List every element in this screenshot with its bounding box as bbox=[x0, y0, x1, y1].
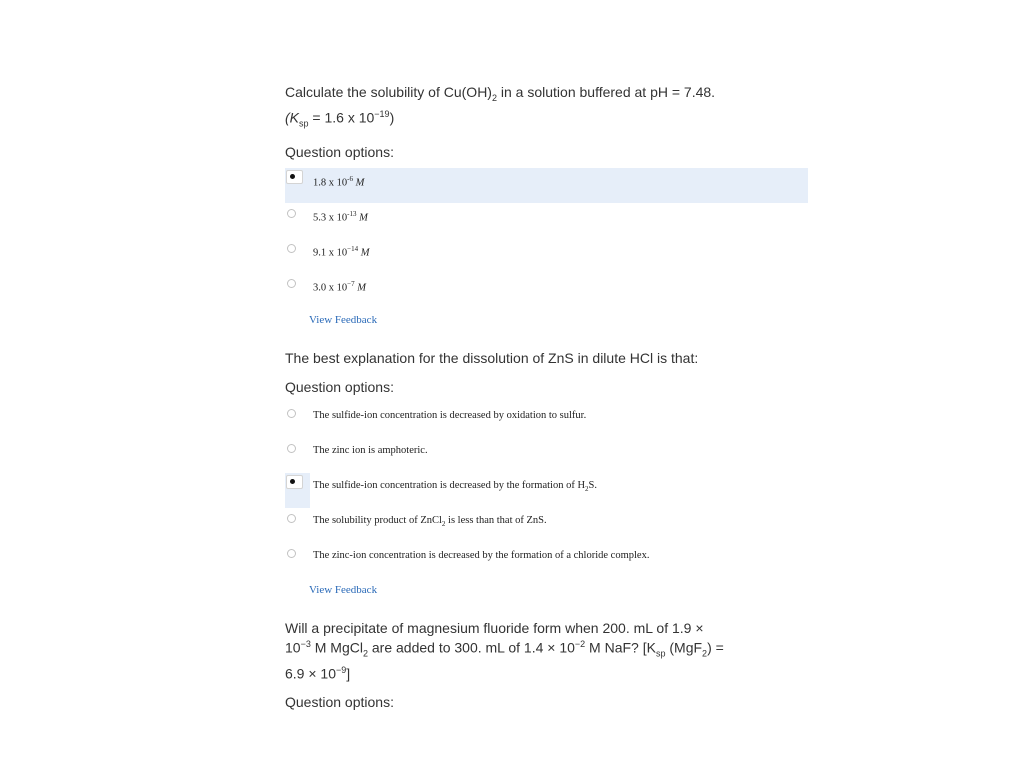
radio-button[interactable] bbox=[287, 244, 296, 253]
option-label: 5.3 x $10^{-13}$ M bbox=[313, 210, 368, 224]
radio-button-selected[interactable] bbox=[286, 475, 303, 489]
radio-button[interactable] bbox=[287, 514, 296, 523]
question-2-option-2[interactable] bbox=[285, 438, 808, 473]
question-2-option-4[interactable] bbox=[285, 508, 808, 543]
question-1-option-2[interactable] bbox=[285, 203, 808, 238]
question-1 bbox=[285, 84, 808, 328]
radio-button[interactable] bbox=[287, 549, 296, 558]
question-2-option-1[interactable] bbox=[285, 403, 808, 438]
radio-button[interactable] bbox=[287, 209, 296, 218]
question-3-options-label: Question options: bbox=[285, 694, 394, 711]
question-1-option-3[interactable] bbox=[285, 238, 808, 273]
view-feedback-link-2[interactable]: View Feedback bbox=[309, 584, 378, 597]
option-label: The zinc-ion concentration is decreased by the formation of a chloride complex. bbox=[313, 550, 650, 562]
option-label: 9.1 x $10^{-14}$ M bbox=[313, 245, 370, 259]
question-2-option-3[interactable] bbox=[285, 473, 808, 508]
quiz-content bbox=[285, 84, 808, 732]
question-2-options-label: Question options: bbox=[285, 379, 394, 396]
radio-button-selected[interactable] bbox=[286, 170, 303, 184]
option-label: The zinc ion is amphoteric. bbox=[313, 445, 428, 457]
question-1-text: Calculate the solubility of $Cu(OH)_2$ in a solution buffered at pH = 7.48. ($K_{sp} = 1.6$ x $10^{-19}$) bbox=[285, 84, 716, 129]
question-1-option-4[interactable] bbox=[285, 273, 808, 308]
radio-button[interactable] bbox=[287, 444, 296, 453]
question-3-text: Will a precipitate of magnesium fluoride form when 200. mL of 1.9 × $10^{-3}$ M MgCl$_2$ are added to 300. mL of $1.4 \times 10^{-2}$ M NaF? [$K_{sp}$ (MgF$_2$) = $6.9 \times 10^{-9}$] bbox=[285, 620, 724, 682]
option-label: The solubility product of ZnCl$_2$ is less than that of ZnS. bbox=[313, 515, 547, 529]
view-feedback-link-1[interactable]: View Feedback bbox=[309, 314, 378, 327]
question-3 bbox=[285, 620, 808, 710]
radio-button[interactable] bbox=[287, 279, 296, 288]
radio-button[interactable] bbox=[287, 409, 296, 418]
question-1-option-1[interactable] bbox=[285, 168, 808, 203]
question-2-option-5[interactable] bbox=[285, 543, 808, 578]
option-label: The sulfide-ion concentration is decreased by oxidation to sulfur. bbox=[313, 410, 587, 422]
option-label: 1.8 x $10^{-6}$ M bbox=[313, 175, 365, 189]
question-2 bbox=[285, 350, 808, 598]
option-label: 3.0 x $10^{-7}$ M bbox=[313, 280, 366, 294]
question-1-options-label: Question options: bbox=[285, 144, 394, 161]
option-label: The sulfide-ion concentration is decreased by the formation of $H_2S$. bbox=[313, 480, 597, 494]
question-2-text: The best explanation for the dissolution of ZnS in dilute HCl is that: bbox=[285, 350, 699, 367]
